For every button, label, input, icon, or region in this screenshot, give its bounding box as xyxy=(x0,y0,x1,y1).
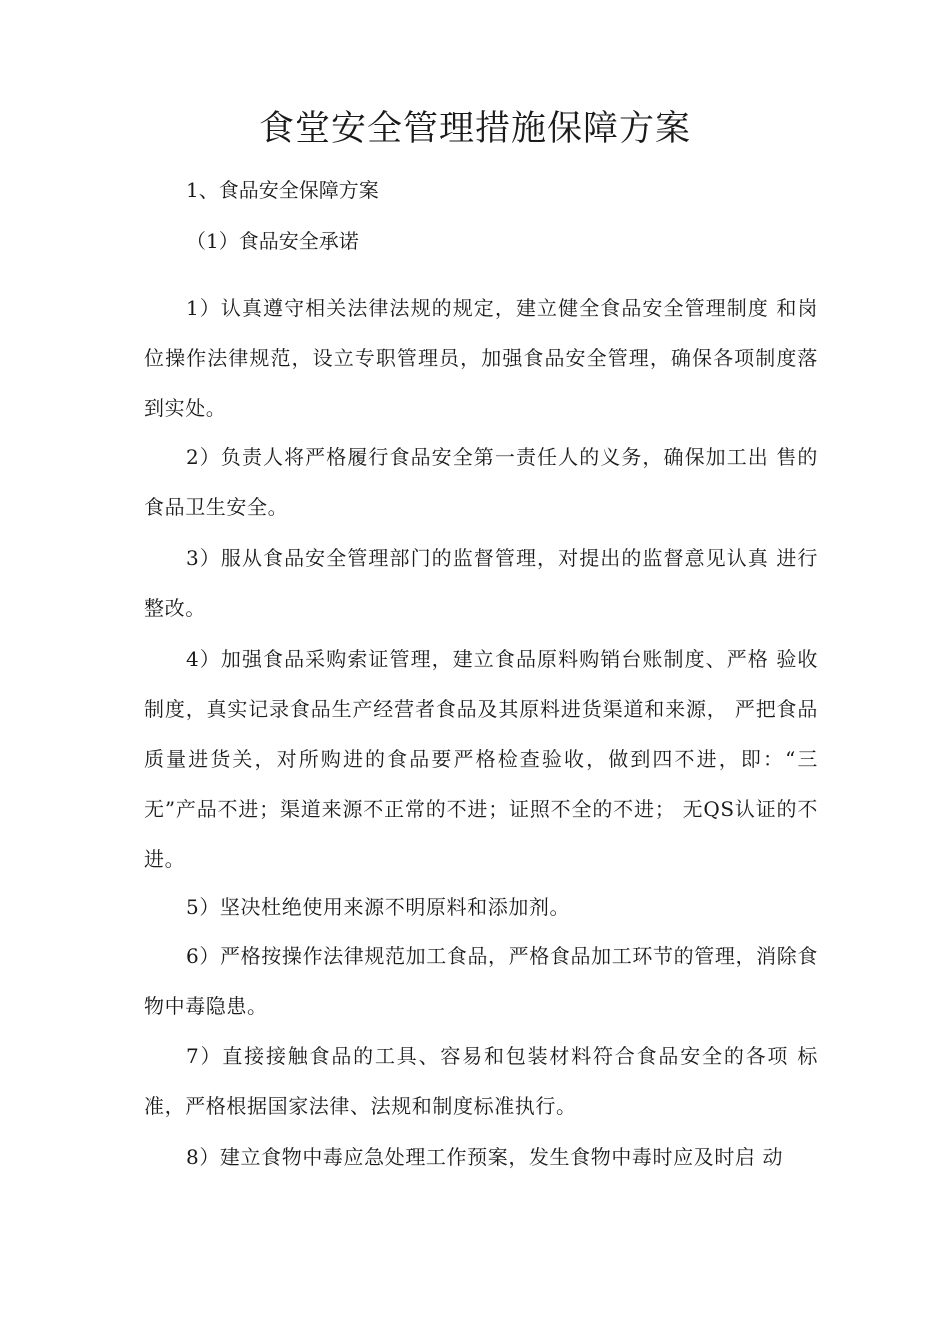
paragraph-2: 2）负责人将严格履行食品安全第一责任人的义务，确保加工出 售的食品卫生安全。 xyxy=(144,445,818,519)
paragraph-3: 3）服从食品安全管理部门的监督管理，对提出的监督意见认真 进行整改。 xyxy=(144,546,818,620)
document-title: 食堂安全管理措施保障方案 xyxy=(258,109,691,149)
paragraph-4: 4）加强食品采购索证管理，建立食品原料购销台账制度、严格 验收制度，真实记录食品生产经营者食品及其原料进货渠道和来源， 严把食品质量进货关，对所购进的食品要严格检查验收，做到四不进，即：“三无”产品不进；渠道来源不正常的不进；证照不全的不进； 无QS认证的不进。 xyxy=(144,647,818,871)
paragraph-8: 8）建立食物中毒应急处理工作预案，发生食物中毒时应及时启 动 xyxy=(186,1145,784,1169)
paragraph-1: 1）认真遵守相关法律法规的规定，建立健全食品安全管理制度 和岗位操作法律规范，设立专职管理员，加强食品安全管理，确保各项制度落到实处。 xyxy=(144,296,818,420)
paragraph-7: 7）直接接触食品的工具、容易和包装材料符合食品安全的各项 标准，严格根据国家法律、法规和制度标准执行。 xyxy=(144,1044,818,1118)
paragraph-5: 5）坚决杜绝使用来源不明原料和添加剂。 xyxy=(186,895,571,919)
subsection-heading: （1）食品安全承诺 xyxy=(186,229,359,253)
paragraph-6: 6）严格按操作法律规范加工食品，严格食品加工环节的管理，消除食物中毒隐患。 xyxy=(144,944,818,1018)
section-heading: 1、食品安全保障方案 xyxy=(186,178,379,202)
